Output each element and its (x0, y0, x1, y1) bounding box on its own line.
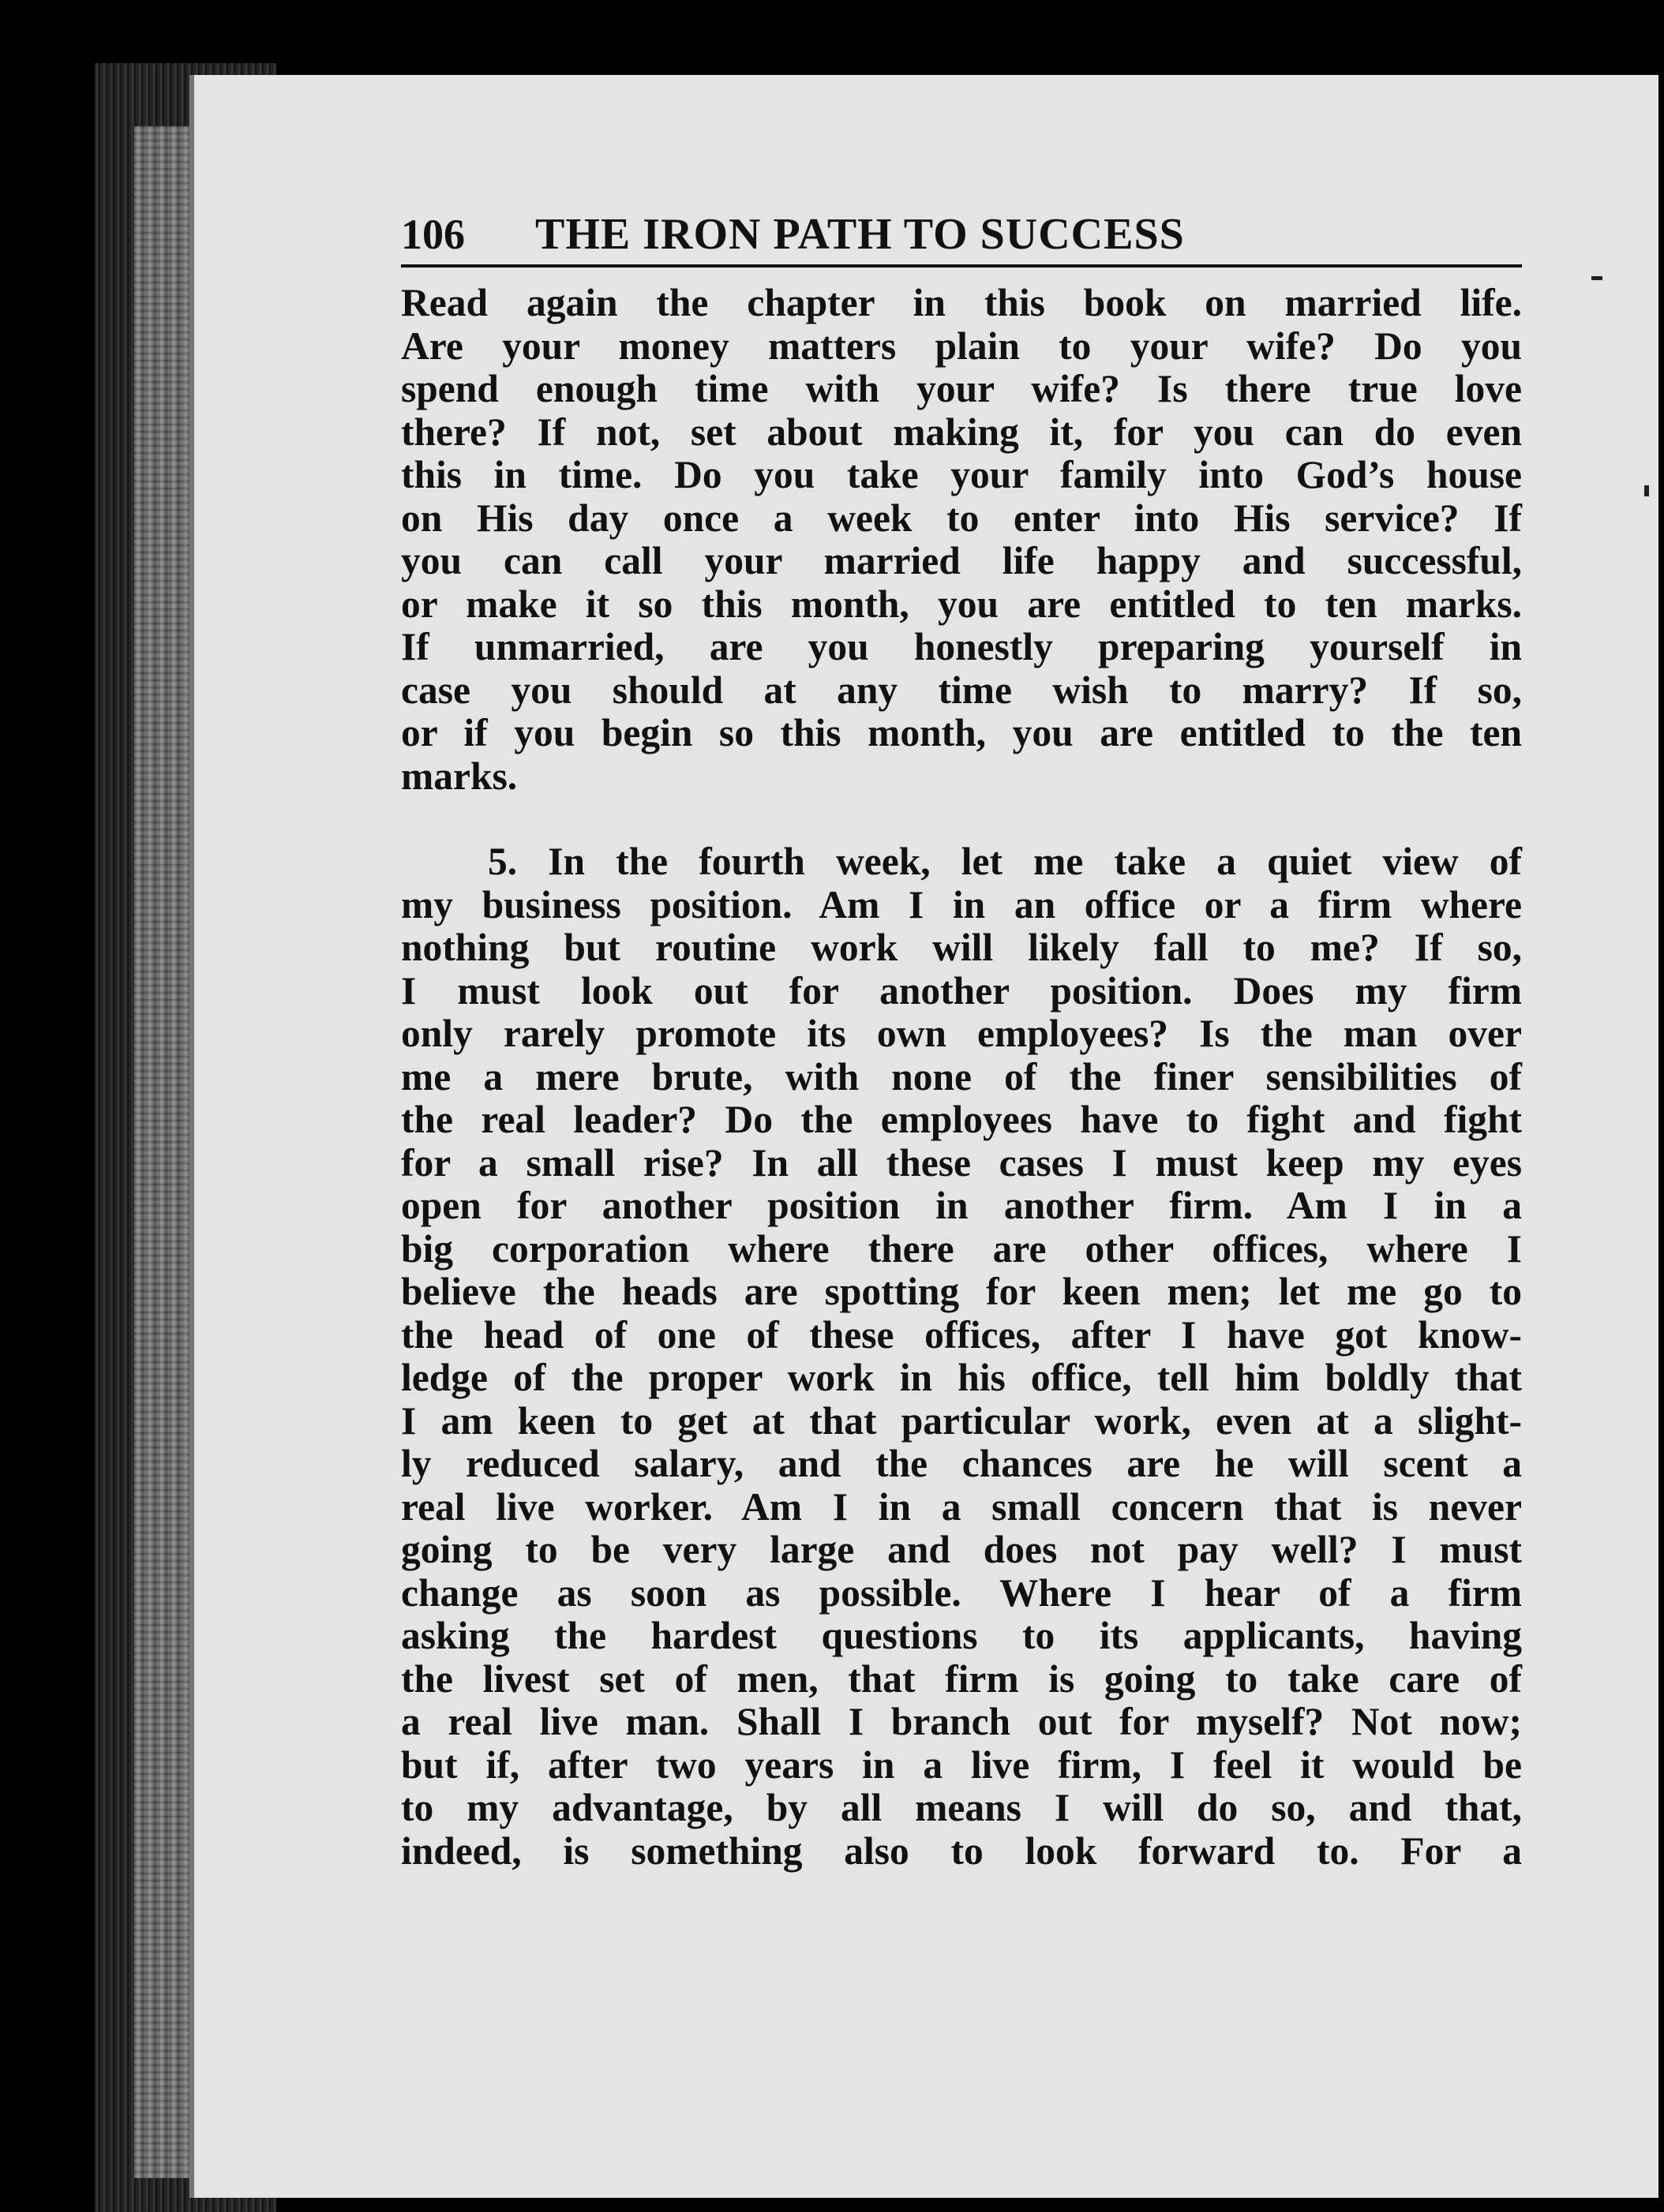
text-line: the real leader? Do the employees have to fight and fight (401, 1098, 1522, 1141)
running-head (401, 209, 1522, 268)
text-line: believe the heads are spotting for keen men; let me go to (401, 1270, 1522, 1313)
text-line: ly reduced salary, and the chances are he will scent a (401, 1442, 1522, 1485)
text-line: or make it so this month, you are entitled to ten marks. (401, 582, 1522, 626)
text-line: open for another position in another firm. Am I in a (401, 1184, 1522, 1227)
text-line: or if you begin so this month, you are entitled to the ten (401, 711, 1522, 754)
text-line: change as soon as possible. Where I hear of a firm (401, 1570, 1522, 1615)
body-text (401, 282, 1522, 1873)
page-content (401, 209, 1664, 1873)
text-line: Are your money matters plain to your wife? Do you (401, 324, 1522, 368)
text-line: marks. (401, 754, 518, 798)
text-line: asking the hardest questions to its applicants, having (401, 1614, 1522, 1657)
text-line: big corporation where there are other offices, where I (401, 1226, 1522, 1271)
text-line: spend enough time with your wife? Is there true love (401, 367, 1522, 410)
page (189, 75, 1658, 2198)
text-line: If unmarried, are you honestly preparing yourself in (401, 625, 1522, 668)
text-line: to my advantage, by all means I will do so, and that, (401, 1786, 1522, 1829)
text-line: the livest set of men, that firm is going to take care of (401, 1656, 1522, 1701)
text-line: going to be very large and does not pay well? I must (401, 1528, 1522, 1571)
text-line: me a mere brute, with none of the finer sensibilities of (401, 1054, 1522, 1099)
text-line: this in time. Do you take your family into God’s house (401, 453, 1522, 496)
text-line: the head of one of these offices, after I have got know- (401, 1312, 1522, 1357)
text-line: indeed, is something also to look forward to. For a (401, 1828, 1522, 1873)
text-line: but if, after two years in a live firm, I feel it would be (401, 1742, 1522, 1787)
text-line: 5. In the fourth week, let me take a quiet view of (488, 840, 1522, 883)
text-line: real live worker. Am I in a small concern that is never (401, 1484, 1522, 1529)
text-line: a real live man. Shall I branch out for myself? Not now; (401, 1700, 1522, 1743)
text-line: Read again the chapter in this book on married life. (401, 281, 1522, 324)
paragraph-2 (401, 840, 1522, 1873)
text-line: I must look out for another position. Does my firm (401, 968, 1522, 1012)
paragraph-1 (401, 282, 1522, 798)
text-line: nothing but routine work will likely fall to me? If so, (401, 926, 1522, 969)
text-line: ledge of the proper work in his office, tell him boldly that (401, 1356, 1522, 1399)
text-line: my business position. Am I in an office or a firm where (401, 882, 1522, 926)
text-line: on His day once a week to enter into His service? If (401, 496, 1522, 540)
text-line: you can call your married life happy and successful, (401, 539, 1522, 582)
text-line: I am keen to get at that particular work, even at a slight- (401, 1398, 1522, 1443)
text-line: only rarely promote its own employees? Is the man over (401, 1012, 1522, 1055)
page-number: 106 (401, 211, 465, 258)
text-line: case you should at any time wish to marry? If so, (401, 668, 1522, 712)
text-line: there? If not, set about making it, for you can do even (401, 410, 1522, 454)
text-line: for a small rise? In all these cases I must keep my eyes (401, 1140, 1522, 1185)
running-title: THE IRON PATH TO SUCCESS (535, 210, 1185, 259)
